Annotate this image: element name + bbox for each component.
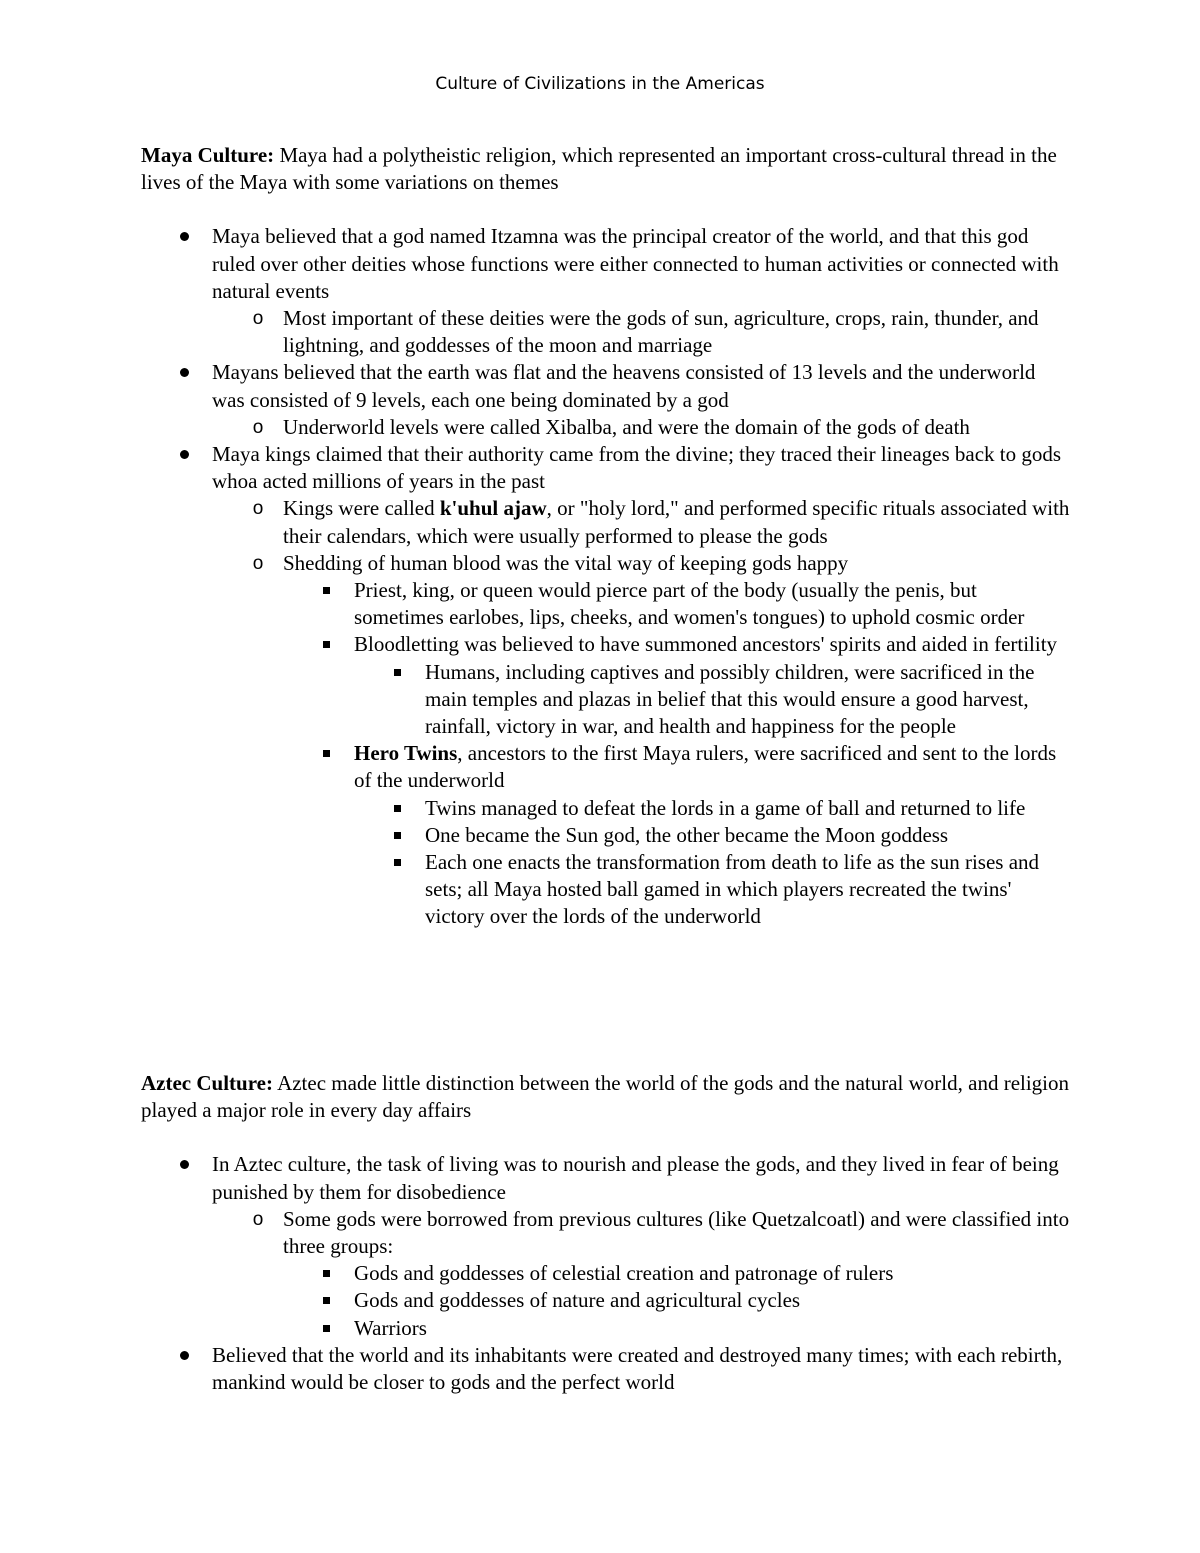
list-item xyxy=(212,1342,1071,1396)
list-item-text: Maya believed that a god named Itzamna was the principal creator of the world, and that this god ruled over other deities whose functions were either connected to human activities or connected with natural events xyxy=(212,224,1059,303)
bullet-circle-icon: o xyxy=(252,552,264,574)
list-item-text: Underworld levels were called Xibalba, and were the domain of the gods of death xyxy=(283,414,970,439)
list-item xyxy=(212,1151,1071,1341)
list-item-text: Maya kings claimed that their authority came from the divine; they traced their lineages back to gods whoa acted millions of years in the past xyxy=(212,442,1062,494)
list-item xyxy=(425,795,1071,822)
list-item xyxy=(252,1206,1071,1342)
list-item xyxy=(252,305,1071,359)
list-item-text: Humans, including captives and possibly children, were sacrificed in the main temples and plazas in belief that this would ensure a good harvest, rainfall, victory in war, and health and happiness for the people xyxy=(425,659,1035,739)
list-item-text: Some gods were borrowed from previous cultures (like Quetzalcoatl) and were classified into three groups: xyxy=(283,1206,1070,1259)
aztec-section xyxy=(141,1070,1071,1396)
list-item xyxy=(252,495,1071,549)
aztec-heading: Aztec Culture: xyxy=(141,1071,273,1095)
list-item xyxy=(212,223,1071,359)
maya-intro xyxy=(141,142,1071,196)
list-item-text: Most important of these deities were the gods of sun, agriculture, crops, rain, thunder, and lightning, and goddesses of the moon and marriage xyxy=(283,306,1039,358)
maya-bullet-list xyxy=(212,223,1071,930)
list-item-text: Gods and goddesses of nature and agricultural cycles xyxy=(354,1288,801,1313)
list-item-text: Hero Twins, ancestors to the first Maya rulers, were sacrificed and sent to the lords of the underworld xyxy=(354,741,1057,793)
list-item xyxy=(252,414,1071,441)
list-item xyxy=(354,1315,1071,1342)
list-item xyxy=(354,631,1071,740)
list-item xyxy=(252,550,1071,931)
list-item-text: Gods and goddesses of celestial creation and patronage of rulers xyxy=(354,1261,894,1286)
list-item xyxy=(354,1260,1071,1287)
aztec-bullet-list xyxy=(212,1151,1071,1396)
kuhul-ajaw-term: k'uhul ajaw xyxy=(439,496,547,521)
list-item xyxy=(212,359,1071,441)
bullet-circle-icon: o xyxy=(252,498,264,520)
list-item xyxy=(425,659,1071,741)
bullet-circle-icon: o xyxy=(252,416,264,438)
hero-twins-term: Hero Twins xyxy=(354,741,458,766)
list-item xyxy=(425,849,1071,931)
maya-heading: Maya Culture: xyxy=(141,143,275,167)
bullet-circle-icon: o xyxy=(252,308,264,330)
aztec-intro-text: Aztec made little distinction between the world of the gods and the natural world, and religion played a major role in every day affairs xyxy=(141,1071,1070,1123)
bullet-circle-icon: o xyxy=(252,1208,264,1230)
list-item-text: Twins managed to defeat the lords in a game of ball and returned to life xyxy=(425,795,1026,820)
list-item-text: Bloodletting was believed to have summoned ancestors' spirits and aided in fertility xyxy=(354,632,1058,657)
list-item-text: Warriors xyxy=(354,1315,427,1340)
maya-section xyxy=(141,142,1071,931)
aztec-intro xyxy=(141,1070,1071,1124)
list-item xyxy=(354,740,1071,930)
list-item-text: Priest, king, or queen would pierce part of the body (usually the penis, but sometimes earlobes, lips, cheeks, and women's tongues) to uphold cosmic order xyxy=(354,578,1025,630)
list-item-text: Mayans believed that the earth was flat and the heavens consisted of 13 levels and the underworld was consisted of 9 levels, each one being dominated by a god xyxy=(212,360,1036,412)
list-item-text: One became the Sun god, the other became the Moon goddess xyxy=(425,822,949,847)
list-item-text: In Aztec culture, the task of living was to nourish and please the gods, and they lived in fear of being punished by them for disobedience xyxy=(212,1152,1059,1204)
list-item-text: Believed that the world and its inhabitants were created and destroyed many times; with each rebirth, mankind would be closer to gods and the perfect world xyxy=(212,1342,1063,1395)
maya-intro-text: Maya had a polytheistic religion, which represented an important cross-cultural thread in the lives of the Maya with some variations on themes xyxy=(141,143,1057,195)
list-item-text: Each one enacts the transformation from death to life as the sun rises and sets; all Maya hosted ball gamed in which players recreated the twins' victory over the lords of the underworld xyxy=(425,850,1040,929)
list-item-text: Kings were called k'uhul ajaw, or "holy lord," and performed specific rituals associated with their calendars, which were usually performed to please the gods xyxy=(283,496,1070,548)
list-item xyxy=(354,1287,1071,1314)
document-title: Culture of Civilizations in the Americas xyxy=(435,74,765,94)
list-item xyxy=(354,577,1071,631)
list-item xyxy=(425,822,1071,849)
list-item xyxy=(212,441,1071,931)
list-item-text: Shedding of human blood was the vital way of keeping gods happy xyxy=(283,550,849,575)
